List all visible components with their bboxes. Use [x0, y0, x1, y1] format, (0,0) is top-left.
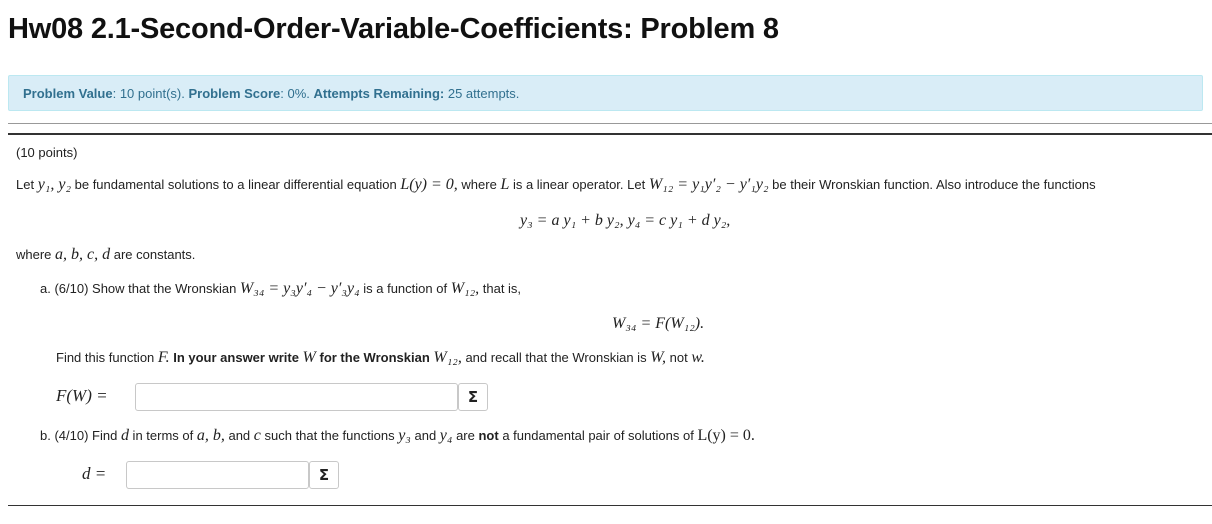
math-W12-def: W₁₂ = y₁y′₂ − y′₁y₂ — [648, 176, 769, 193]
problem-score-text: : 0%. — [280, 85, 310, 101]
answer-input-FW[interactable] — [135, 383, 458, 411]
math-W12: W₁₂, — [450, 280, 480, 297]
problem-points: (10 points) — [16, 145, 78, 160]
answer-input-d[interactable] — [126, 461, 309, 489]
answer-label-d: d = — [82, 464, 107, 483]
part-a-statement: a. (6/10) Show that the Wronskian W₃₄ = y₃y′₄ − y′₃y₄ is a function of W₁₂, that is, — [40, 280, 522, 297]
problem-score-label: Problem Score — [188, 85, 281, 101]
page-title: Hw08 2.1-Second-Order-Variable-Coefficients: Problem 8 — [8, 13, 779, 45]
answer-label-FW: F(W) = — [56, 386, 108, 405]
emphasis-not: not — [478, 428, 499, 443]
problem-value-text: : 10 point(s). — [112, 85, 185, 101]
attempts-remaining-text: 25 attempts. — [447, 85, 520, 101]
divider — [8, 133, 1212, 135]
equation-editor-button[interactable]: Σ — [458, 383, 488, 411]
part-a-instructions: Find this function F. In your answer write W for the Wronskian W₁₂, and recall that the Wronskian is W, not w. — [56, 349, 705, 366]
math-y1-y2: y₁, y₂ — [37, 176, 72, 193]
constants-note: where a, b, c, d are constants. — [16, 246, 196, 263]
display-equation-W34: W₃₄ = F(W₁₂). — [612, 315, 705, 332]
part-b-statement: b. (4/10) Find d in terms of a, b, and c such that the functions y₃ and y₄ are not a fundamental pair of solutions of L(y) = 0. — [40, 427, 755, 444]
problem-intro: Let y₁, y₂ be fundamental solutions to a linear differential equation L(y) = 0, where L is a linear operator. Let W₁₂ = y₁y′₂ − y′₁y₂ be their Wronskian function. Also introduce the functions — [16, 176, 1096, 193]
divider — [8, 505, 1212, 506]
attempts-remaining-label: Attempts Remaining: — [313, 85, 445, 101]
math-L: L — [500, 176, 510, 193]
display-equation-y3-y4: y₃ = a y₁ + b y₂, y₄ = c y₁ + d y₂, — [520, 212, 731, 229]
divider — [8, 123, 1212, 124]
problem-value-label: Problem Value — [23, 85, 113, 101]
math-W34-def: W₃₄ = y₃y′₄ − y′₃y₄ — [239, 280, 360, 297]
math-abcd: a, b, c, d — [55, 246, 111, 263]
math-Ly: L(y) = 0, — [400, 176, 458, 193]
problem-info-bar — [8, 75, 1203, 111]
equation-editor-button[interactable]: Σ — [309, 461, 339, 489]
